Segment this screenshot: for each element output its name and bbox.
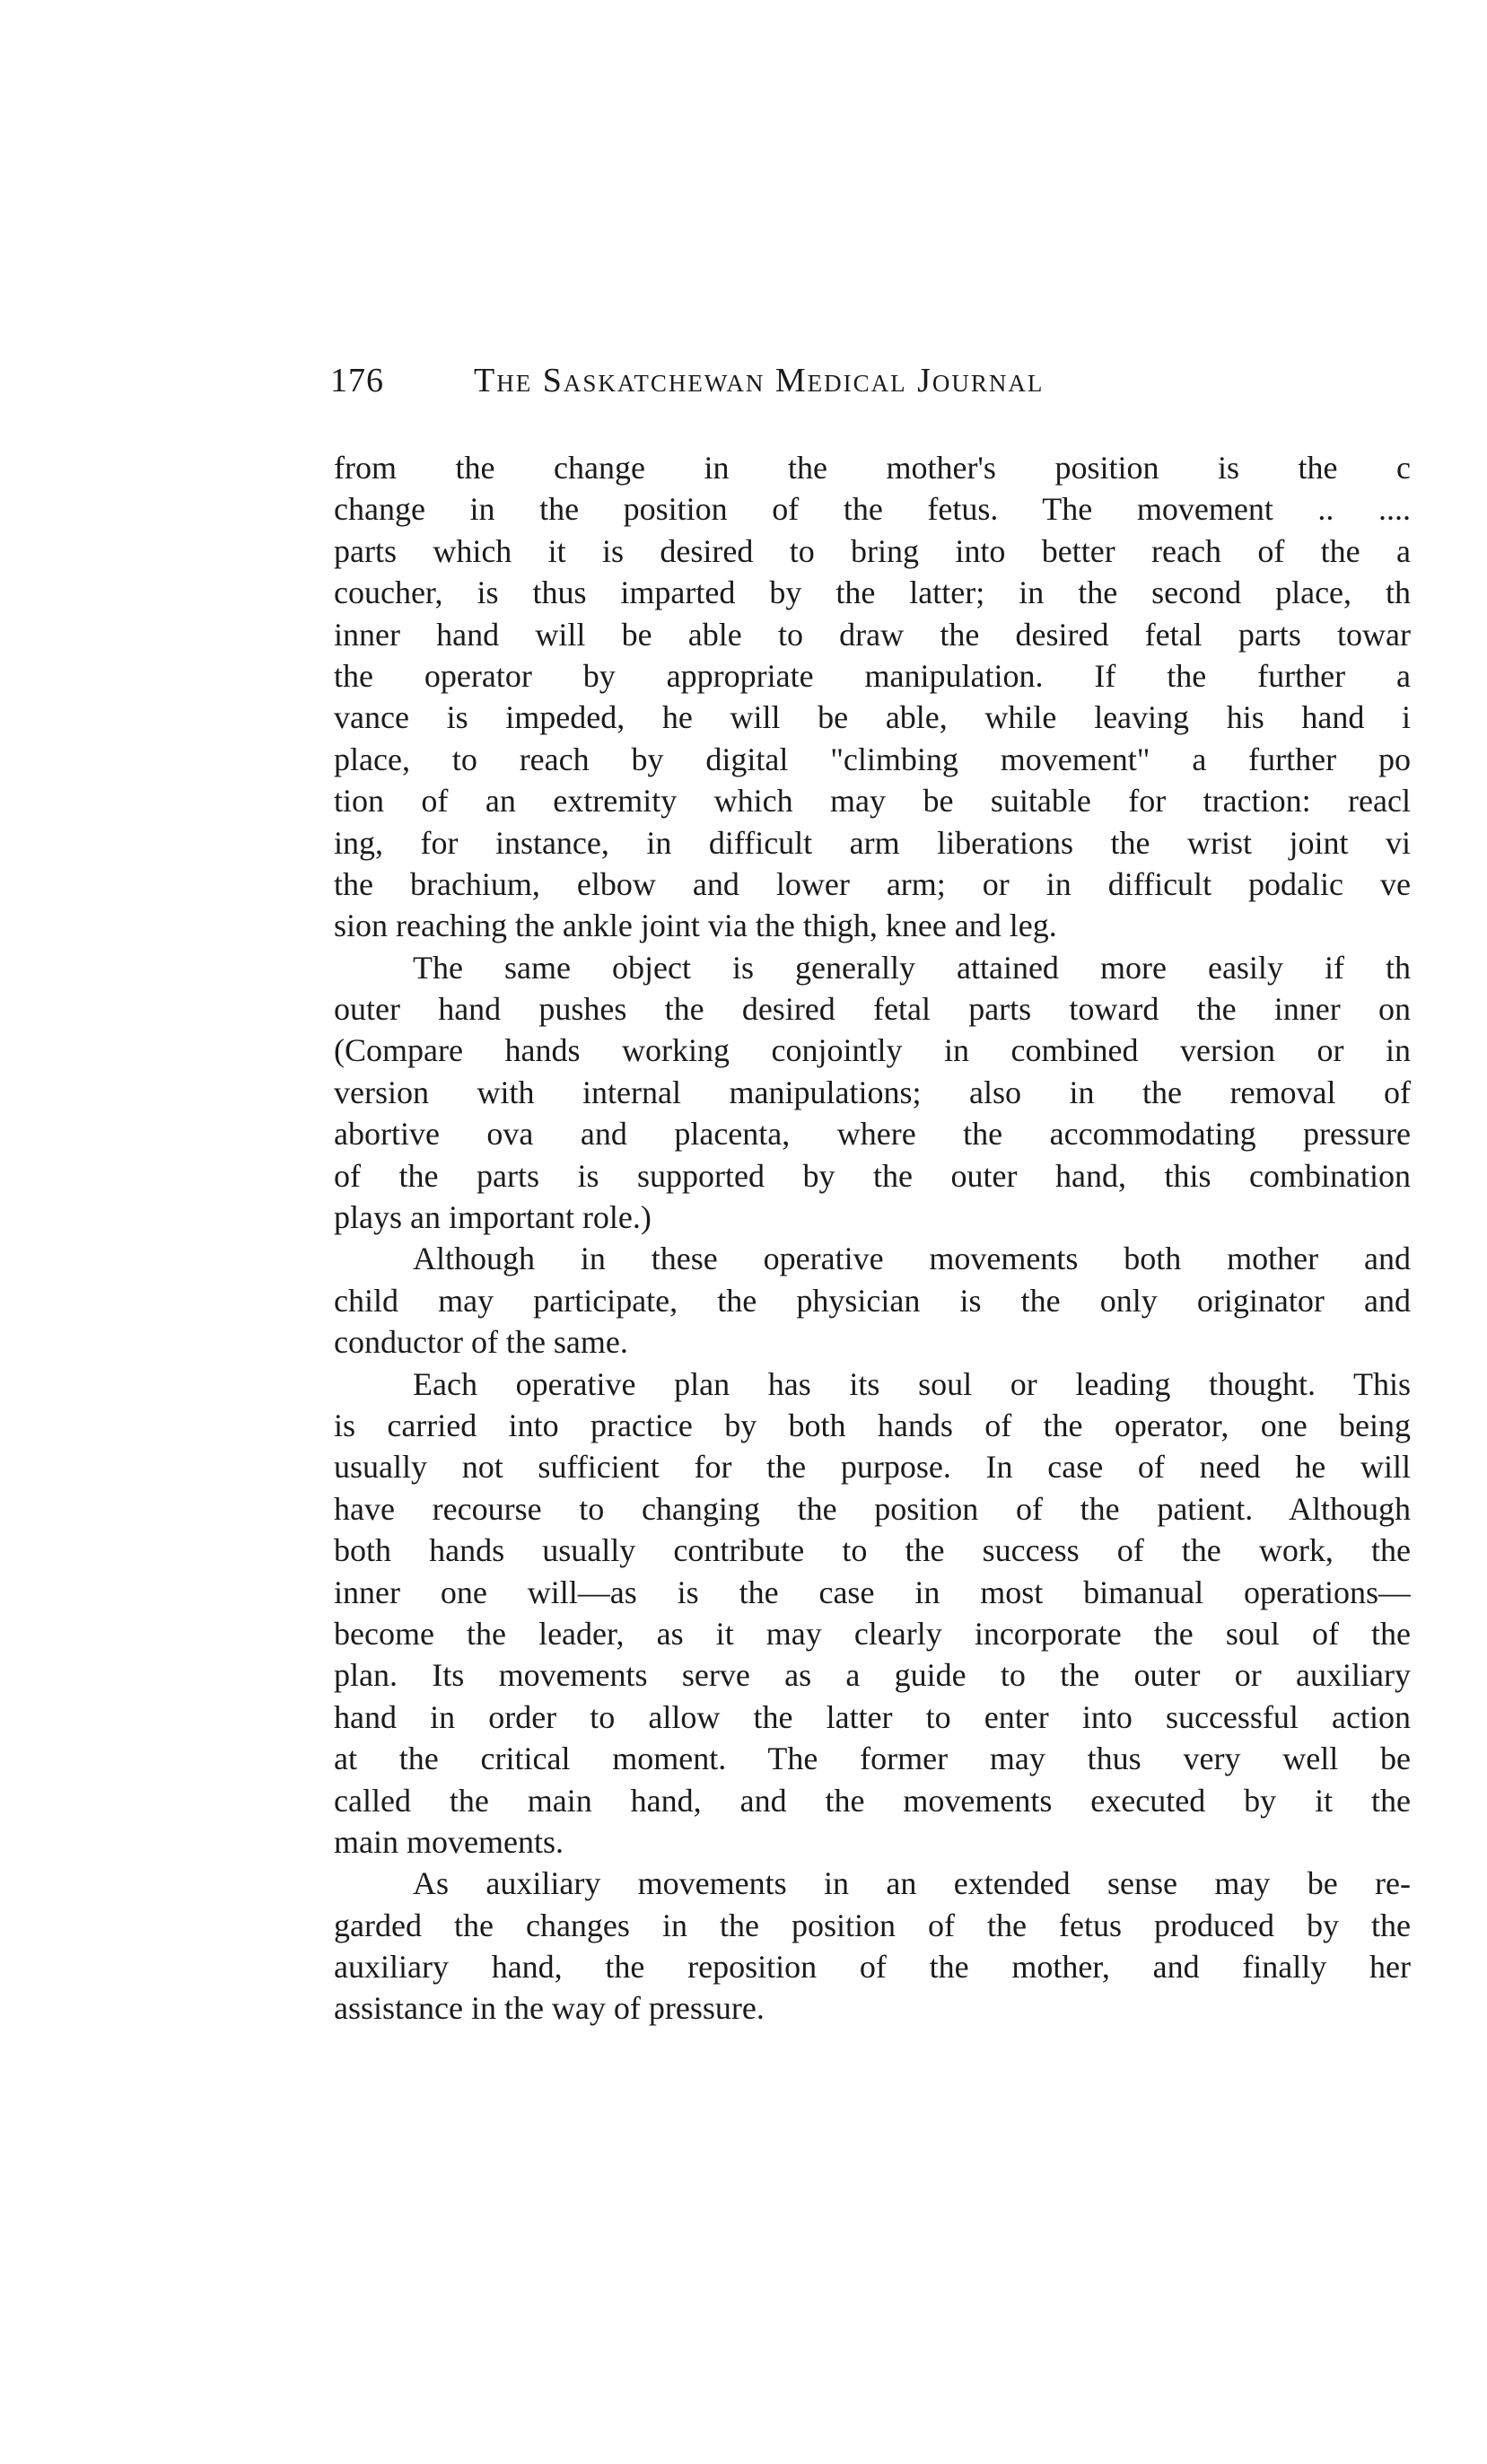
text-line: is carried into practice by both hands of the operator, one being (334, 1407, 1411, 1443)
page-number: 176 (330, 362, 384, 399)
text-line: garded the changes in the position of the fetus produced by the (334, 1907, 1411, 1943)
text-line: child may participate, the physician is the only originator and (334, 1282, 1411, 1319)
text-line: parts which it is desired to bring into better reach of the a (334, 532, 1411, 569)
text-line: vance is impeded, he will be able, while leaving his hand i (334, 699, 1411, 736)
text-line: inner hand will be able to draw the desired fetal parts towar (334, 616, 1411, 653)
text-line: place, to reach by digital "climbing movement" a further po (334, 741, 1411, 777)
text-line: conductor of the same. (334, 1324, 628, 1361)
text-line: (Compare hands working conjointly in combined version or in (334, 1032, 1411, 1069)
paragraph-1 (334, 447, 1411, 947)
text-line: of the parts is supported by the outer hand, this combination (334, 1157, 1411, 1194)
text-line: hand in order to allow the latter to enter into successful action (334, 1698, 1411, 1735)
text-line: have recourse to changing the position of the patient. Although (334, 1490, 1411, 1527)
text-line: tion of an extremity which may be suitable for traction: reacl (334, 783, 1411, 820)
text-line: assistance in the way of pressure. (334, 1990, 765, 2027)
text-line: inner one will—as is the case in most bimanual operations— (334, 1574, 1411, 1610)
text-line: change in the position of the fetus. The movement .. .... (334, 491, 1411, 528)
text-line: the operator by appropriate manipulation. If the further a (334, 657, 1411, 694)
paragraph-3 (334, 1238, 1411, 1363)
text-line: outer hand pushes the desired fetal parts toward the inner on (334, 991, 1411, 1028)
text-line: both hands usually contribute to the success of the work, the (334, 1532, 1411, 1569)
paragraph-2 (334, 947, 1411, 1239)
paragraph-4 (334, 1364, 1411, 1863)
text-line: As auxiliary movements in an extended sense may be re- (413, 1865, 1411, 1902)
text-line: plan. Its movements serve as a guide to the outer or auxiliary (334, 1657, 1411, 1694)
text-line: sion reaching the ankle joint via the thigh, knee and leg. (334, 908, 1057, 944)
text-line: auxiliary hand, the reposition of the mother, and finally her (334, 1949, 1411, 1986)
text-line: abortive ova and placenta, where the accommodating pressure (334, 1116, 1411, 1153)
text-line: Although in these operative movements both mother and (413, 1241, 1411, 1277)
text-line: The same object is generally attained more easily if th (413, 949, 1411, 986)
paragraph-5 (334, 1863, 1411, 2030)
text-line: from the change in the mother's position is the c (334, 450, 1411, 486)
text-line: called the main hand, and the movements executed by it the (334, 1782, 1411, 1819)
text-line: coucher, is thus imparted by the latter; in the second place, th (334, 574, 1411, 611)
journal-title: The Saskatchewan Medical Journal (474, 362, 1045, 399)
text-line: plays an important role.) (334, 1199, 652, 1236)
body-text (334, 447, 1411, 2030)
text-line: at the critical moment. The former may thus very well be (334, 1741, 1411, 1777)
text-line: become the leader, as it may clearly incorporate the soul of the (334, 1615, 1411, 1652)
running-head (330, 361, 1400, 411)
text-line: the brachium, elbow and lower arm; or in difficult podalic ve (334, 865, 1411, 902)
text-line: Each operative plan has its soul or leading thought. This (413, 1365, 1411, 1402)
text-line: usually not sufficient for the purpose. In case of need he will (334, 1449, 1411, 1486)
text-line: main movements. (334, 1823, 564, 1860)
text-line: ing, for instance, in difficult arm liberations the wrist joint vi (334, 824, 1411, 861)
text-line: version with internal manipulations; also in the removal of (334, 1074, 1411, 1110)
